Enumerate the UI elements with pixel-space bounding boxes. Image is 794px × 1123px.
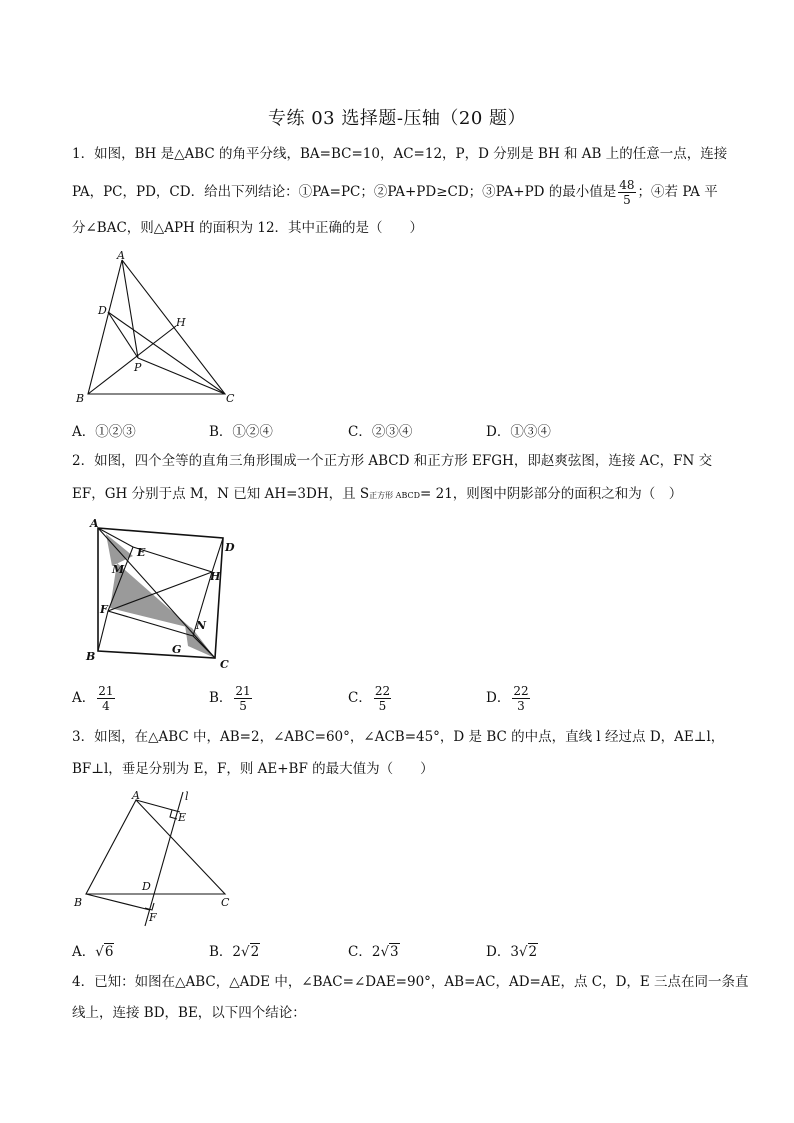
q2-label-m: M	[112, 563, 125, 576]
q2-shade-top	[106, 534, 133, 566]
q3-seg-ae	[136, 800, 180, 812]
q1-fraction-denominator: 5	[623, 193, 631, 207]
q1-segment-ap	[122, 260, 138, 358]
q2-option-c-fraction	[374, 684, 391, 713]
q3-figure	[70, 786, 250, 932]
q2-option-a-den: 4	[102, 699, 110, 713]
q3-option-b-radicand: 2	[250, 944, 260, 960]
q2-figure	[82, 516, 242, 674]
page-title: 专练 03 选择题-压轴（20 题）	[267, 108, 527, 129]
q2-option-c[interactable]	[348, 684, 393, 713]
q3-line-2: BF⊥l，垂足分别为 E，F，则 AE+BF 的最大值为（ ）	[72, 761, 434, 777]
q2-option-a-num: 21	[98, 684, 114, 698]
q3-label-b: B	[74, 896, 83, 909]
q3-seg-bf	[86, 894, 150, 910]
q3-label-e: E	[178, 811, 187, 824]
q2-label-a: A	[90, 517, 99, 530]
q3-option-b-letter: B．	[209, 944, 233, 960]
q1-figure	[70, 248, 240, 408]
q2-option-a-fraction	[97, 684, 114, 713]
q2-label-h: H	[210, 570, 221, 583]
q2-option-c-den: 5	[378, 699, 387, 713]
q1-fraction	[618, 178, 635, 207]
q1-segment-bh	[88, 326, 176, 394]
q2-option-b-fraction	[234, 684, 251, 713]
q2-option-d-letter: D．	[486, 690, 511, 706]
q3-option-a[interactable]: A．√6	[72, 944, 114, 960]
q2-option-d[interactable]	[486, 684, 532, 713]
q1-triangle	[88, 260, 225, 394]
q2-option-b-den: 5	[239, 699, 247, 713]
q2-label-g: G	[172, 643, 182, 656]
q2-area-subscript: 正方形 ABCD	[369, 491, 421, 500]
q1-segment-dc	[108, 312, 225, 394]
q1-line-1: 1．如图，BH 是△ABC 的角平分线，BA=BC=10，AC=12，P，D 分别是 BH 和 AB 上的任意一点，连接	[72, 146, 728, 162]
q1-option-a[interactable]: A．①②③	[72, 424, 136, 440]
q3-option-a-radicand: 6	[104, 944, 114, 960]
q3-option-b[interactable]: B．2√2	[209, 944, 260, 960]
q1-segment-dp	[108, 312, 138, 358]
q3-option-d[interactable]: D．3√2	[486, 944, 538, 960]
q4-line-2: 线上，连接 BD，BE，以下四个结论：	[72, 1005, 306, 1021]
q3-option-c-letter: C．	[348, 944, 372, 960]
q2-option-c-num: 22	[374, 684, 391, 698]
q2-label-f: F	[100, 603, 108, 616]
q3-option-b-coef: 2	[232, 944, 242, 960]
q1-fraction-numerator: 48	[619, 178, 635, 192]
q2-option-b-num: 21	[235, 684, 251, 698]
q2-label-b: B	[86, 650, 96, 663]
q2-option-a-letter: A．	[72, 690, 96, 706]
q1-label-d: D	[98, 304, 107, 317]
q3-option-d-coef: 3	[510, 944, 519, 960]
q2-line-2-post: = 21，则图中阴影部分的面积之和为（ ）	[420, 486, 683, 502]
q1-option-d[interactable]: D．①③④	[486, 424, 551, 440]
q3-label-l: l	[185, 790, 189, 803]
q1-label-a: A	[117, 249, 125, 262]
q2-label-d: D	[225, 541, 235, 554]
q1-label-b: B	[76, 392, 85, 405]
q2-option-b-letter: B．	[209, 690, 233, 706]
q1-option-c[interactable]: C．②③④	[348, 424, 413, 440]
q3-label-f: F	[149, 911, 157, 924]
q3-option-a-letter: A．	[72, 944, 96, 960]
q4-line-1: 4．已知：如图在△ABC，△ADE 中，∠BAC=∠DAE=90°，AB=AC，AD=AE，点 C，D，E 三点在同一条直	[72, 974, 749, 990]
q2-option-a[interactable]	[72, 684, 117, 713]
q2-line-2	[72, 484, 682, 506]
q3-right-angle-f	[145, 903, 154, 910]
q1-line-2-pre: PA，PC，PD，CD．给出下列结论：①PA=PC；②PA+PD≥CD；③PA+PD 的最小值是	[72, 184, 617, 200]
q3-triangle	[86, 800, 225, 894]
q2-line-2-pre: EF，GH 分别于点 M，N 已知 AH=3DH，且 S	[72, 486, 370, 502]
q2-line-1: 2．如图，四个全等的直角三角形围成一个正方形 ABCD 和正方形 EFGH，即赵爽弦图，连接 AC，FN 交	[72, 453, 713, 469]
q1-line-3: 分∠BAC，则△APH 的面积为 12．其中正确的是（ ）	[72, 220, 424, 236]
q1-label-p: P	[134, 361, 142, 374]
q1-option-b[interactable]: B．①②④	[209, 424, 273, 440]
q1-label-h: H	[176, 316, 186, 329]
q2-option-d-den: 3	[517, 699, 525, 713]
q1-line-2-post: ；④若 PA 平	[637, 184, 718, 200]
q2-seg-bf	[98, 611, 108, 651]
q3-option-d-radicand: 2	[528, 944, 538, 960]
q3-option-c-radicand: 3	[390, 944, 399, 960]
q2-option-c-letter: C．	[348, 690, 372, 706]
q2-option-d-fraction	[512, 684, 529, 713]
q3-label-a: A	[132, 789, 140, 802]
q2-label-c: C	[220, 658, 229, 671]
q3-label-c: C	[221, 896, 230, 909]
q2-label-e: E	[137, 546, 146, 559]
q2-option-d-num: 22	[513, 684, 529, 698]
q3-option-c[interactable]: C．2√3	[348, 944, 399, 960]
q2-option-b[interactable]	[209, 684, 254, 713]
q3-option-d-letter: D．	[486, 944, 511, 960]
q3-line-1: 3．如图，在△ABC 中，AB=2，∠ABC=60°，∠ACB=45°，D 是 BC 的中点，直线 l 经过点 D，AE⊥l，	[72, 729, 725, 745]
q3-label-d: D	[142, 880, 151, 893]
q3-option-c-coef: 2	[371, 944, 381, 960]
q1-line-2	[72, 178, 718, 207]
q2-label-n: N	[196, 619, 207, 632]
q1-label-c: C	[226, 392, 235, 405]
